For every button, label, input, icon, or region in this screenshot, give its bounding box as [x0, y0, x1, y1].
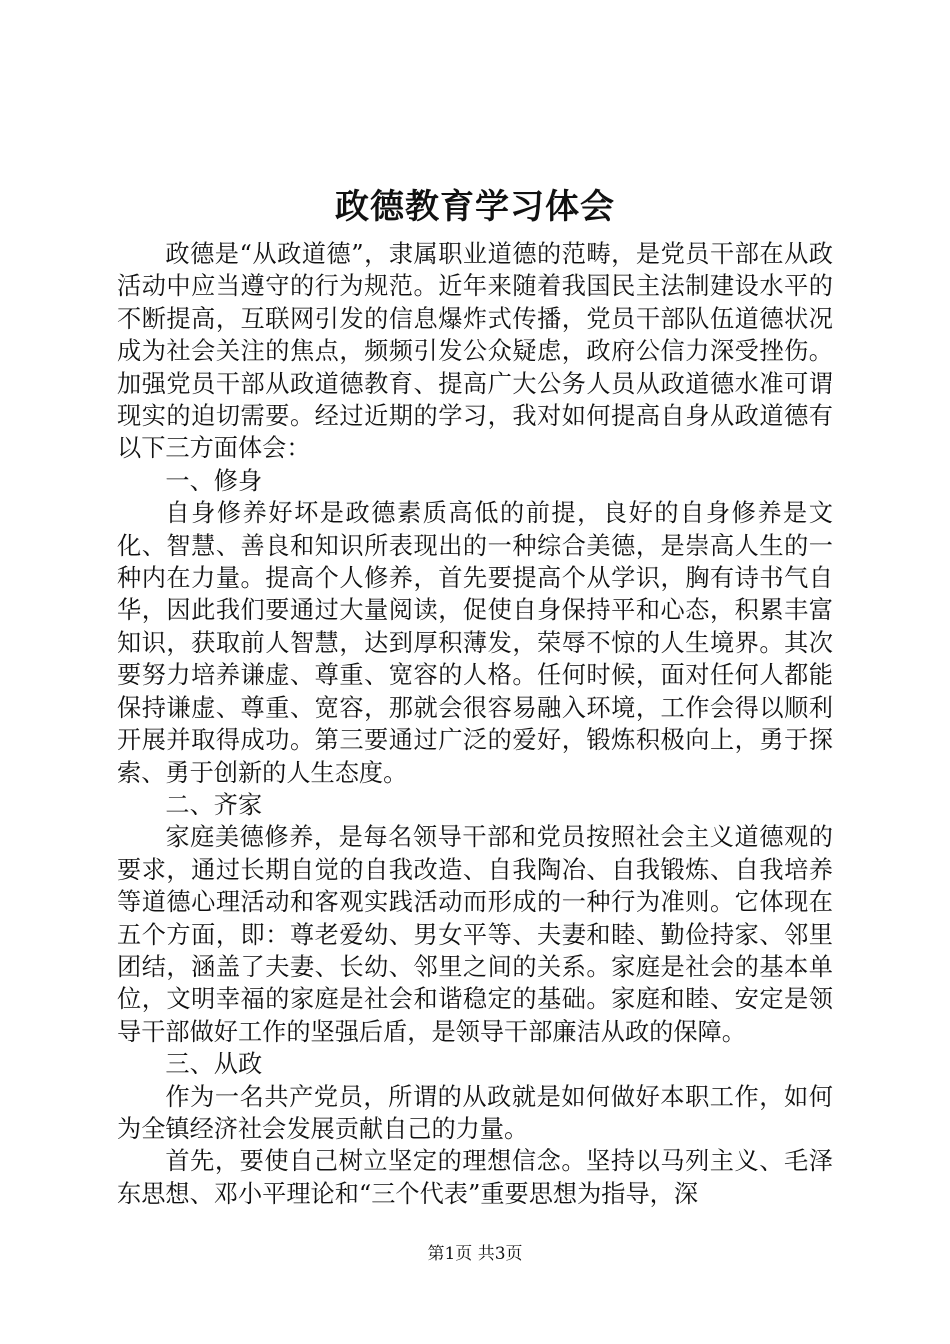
intro-paragraph: 政德是“从政道德”，隶属职业道德的范畴，是党员干部在从政活动中应当遵守的行为规范。近年来随着我国民主法制建设水平的不断提高，互联网引发的信息爆炸式传播，党员干部队伍道德状况成为社会关注的焦点，频频引发公众疑虑，政府公信力深受挫伤。加强党员干部从政道德教育、提高广大公务人员从政道德水准可谓现实的迫切需要。经过近期的学习，我对如何提高自身从政道德有以下三方面体会： [117, 240, 833, 463]
qijia-paragraph: 家庭美德修养，是每名领导干部和党员按照社会主义道德观的要求，通过长期自觉的自我改造、自我陶冶、自我锻炼、自我培养等道德心理活动和客观实践活动而形成的一种行为准则。它体现在五个方面，即：尊老爱幼、男女平等、夫妻和睦、勤俭持家、邻里团结，涵盖了夫妻、长幼、邻里之间的关系。家庭是社会的基本单位，文明幸福的家庭是社会和谐稳定的基础。家庭和睦、安定是领导干部做好工作的坚强后盾，是领导干部廉洁从政的保障。 [117, 823, 833, 1046]
document-body [117, 238, 833, 1210]
document-title: 政德教育学习体会 [335, 187, 615, 227]
congzheng-paragraph: 作为一名共产党员，所谓的从政就是如何做好本职工作，如何为全镇经济社会发展贡献自己的力量。 [117, 1082, 833, 1143]
section-heading-qijia: 二、齐家 [165, 790, 263, 819]
section-heading-congzheng: 三、从政 [165, 1050, 263, 1079]
congzheng-first-point-paragraph: 首先，要使自己树立坚定的理想信念。坚持以马列主义、毛泽东思想、邓小平理论和“三个代表”重要思想为指导，深 [117, 1147, 833, 1208]
section-heading-xiushen: 一、修身 [165, 466, 263, 495]
page-number-footer: 第1页 共3页 [427, 1244, 523, 1264]
xiushen-paragraph: 自身修养好坏是政德素质高低的前提，良好的自身修养是文化、智慧、善良和知识所表现出的一种综合美德，是崇高人生的一种内在力量。提高个人修养，首先要提高个从学识，胸有诗书气自华，因此我们要通过大量阅读，促使自身保持平和心态，积累丰富知识，获取前人智慧，达到厚积薄发，荣辱不惊的人生境界。其次要努力培养谦虚、尊重、宽容的人格。任何时候，面对任何人都能保持谦虚、尊重、宽容，那就会很容易融入环境，工作会得以顺利开展并取得成功。第三要通过广泛的爱好，锻炼积极向上，勇于探索、勇于创新的人生态度。 [117, 499, 833, 787]
